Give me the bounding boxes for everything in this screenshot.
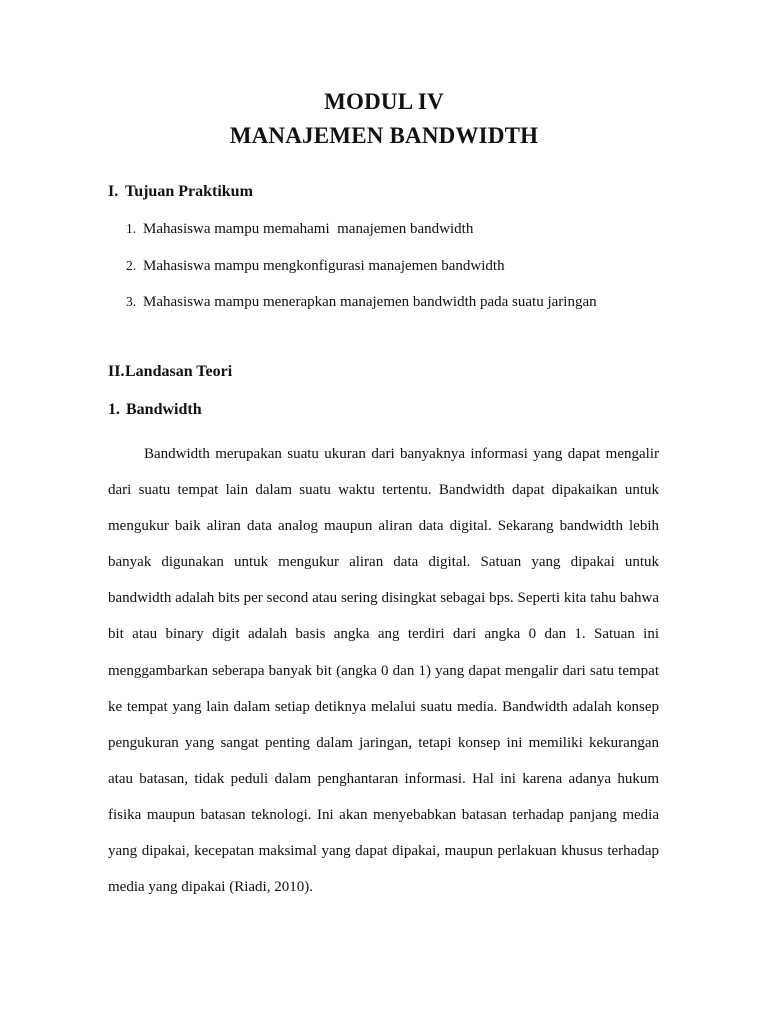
section-heading-landasan [108,362,232,382]
section-heading-tujuan [108,182,253,202]
section-number: I. [108,183,119,200]
list-item [126,257,505,275]
section-number: II. [108,363,125,380]
list-item-text: Mahasiswa mampu mengkonfigurasi manajemen bandwidth [143,258,505,274]
module-title: MODUL IV [324,89,444,114]
list-item-text: Mahasiswa mampu menerapkan manajemen bandwidth pada suatu jaringan [143,294,597,310]
list-item [126,293,597,311]
list-item [126,220,473,238]
list-item-number: 2. [126,258,137,273]
subsection-heading-bandwidth [108,400,202,420]
section-title: Tujuan Praktikum [125,183,253,200]
section-title: Landasan Teori [125,363,233,380]
subsection-title: Bandwidth [126,401,202,418]
body-paragraph: Bandwidth merupakan suatu ukuran dari banyaknya informasi yang dapat mengalir dari suatu tempat lain dalam suatu waktu tertentu. Bandwidth dapat dipakaikan untuk mengukur baik aliran data analog maupun aliran data digital. Sekarang bandwidth lebih banyak digunakan untuk mengukur aliran data digital. Satuan yang dipakai untuk bandwidth adalah bits per second atau sering disingkat sebagai bps. Seperti kita tahu bahwa bit atau binary digit adalah basis angka ang terdiri dari angka 0 dan 1. Satuan ini menggambarkan seberapa banyak bit (angka 0 dan 1) yang dapat mengalir dari satu tempat ke tempat yang lain dalam setiap detiknya melalui suatu media. Bandwidth adalah konsep pengukuran yang sangat penting dalam jaringan, tetapi konsep ini memiliki kekurangan atau batasan, tidak peduli dalam penghantaran informasi. Hal ini karena adanya hukum fisika maupun batasan teknologi. Ini akan menyebabkan batasan terhadap panjang media yang dipakai, kecepatan maksimal yang dapat dipakai, maupun perlakuan khusus terhadap media yang dipakai (Riadi, 2010). [108,446,659,896]
subsection-number: 1. [108,401,120,418]
list-item-text: Mahasiswa mampu memahami manajemen bandwidth [143,221,474,237]
list-item-number: 1. [126,221,137,236]
list-item-number: 3. [126,294,137,309]
module-subtitle: MANAJEMEN BANDWIDTH [229,123,539,148]
